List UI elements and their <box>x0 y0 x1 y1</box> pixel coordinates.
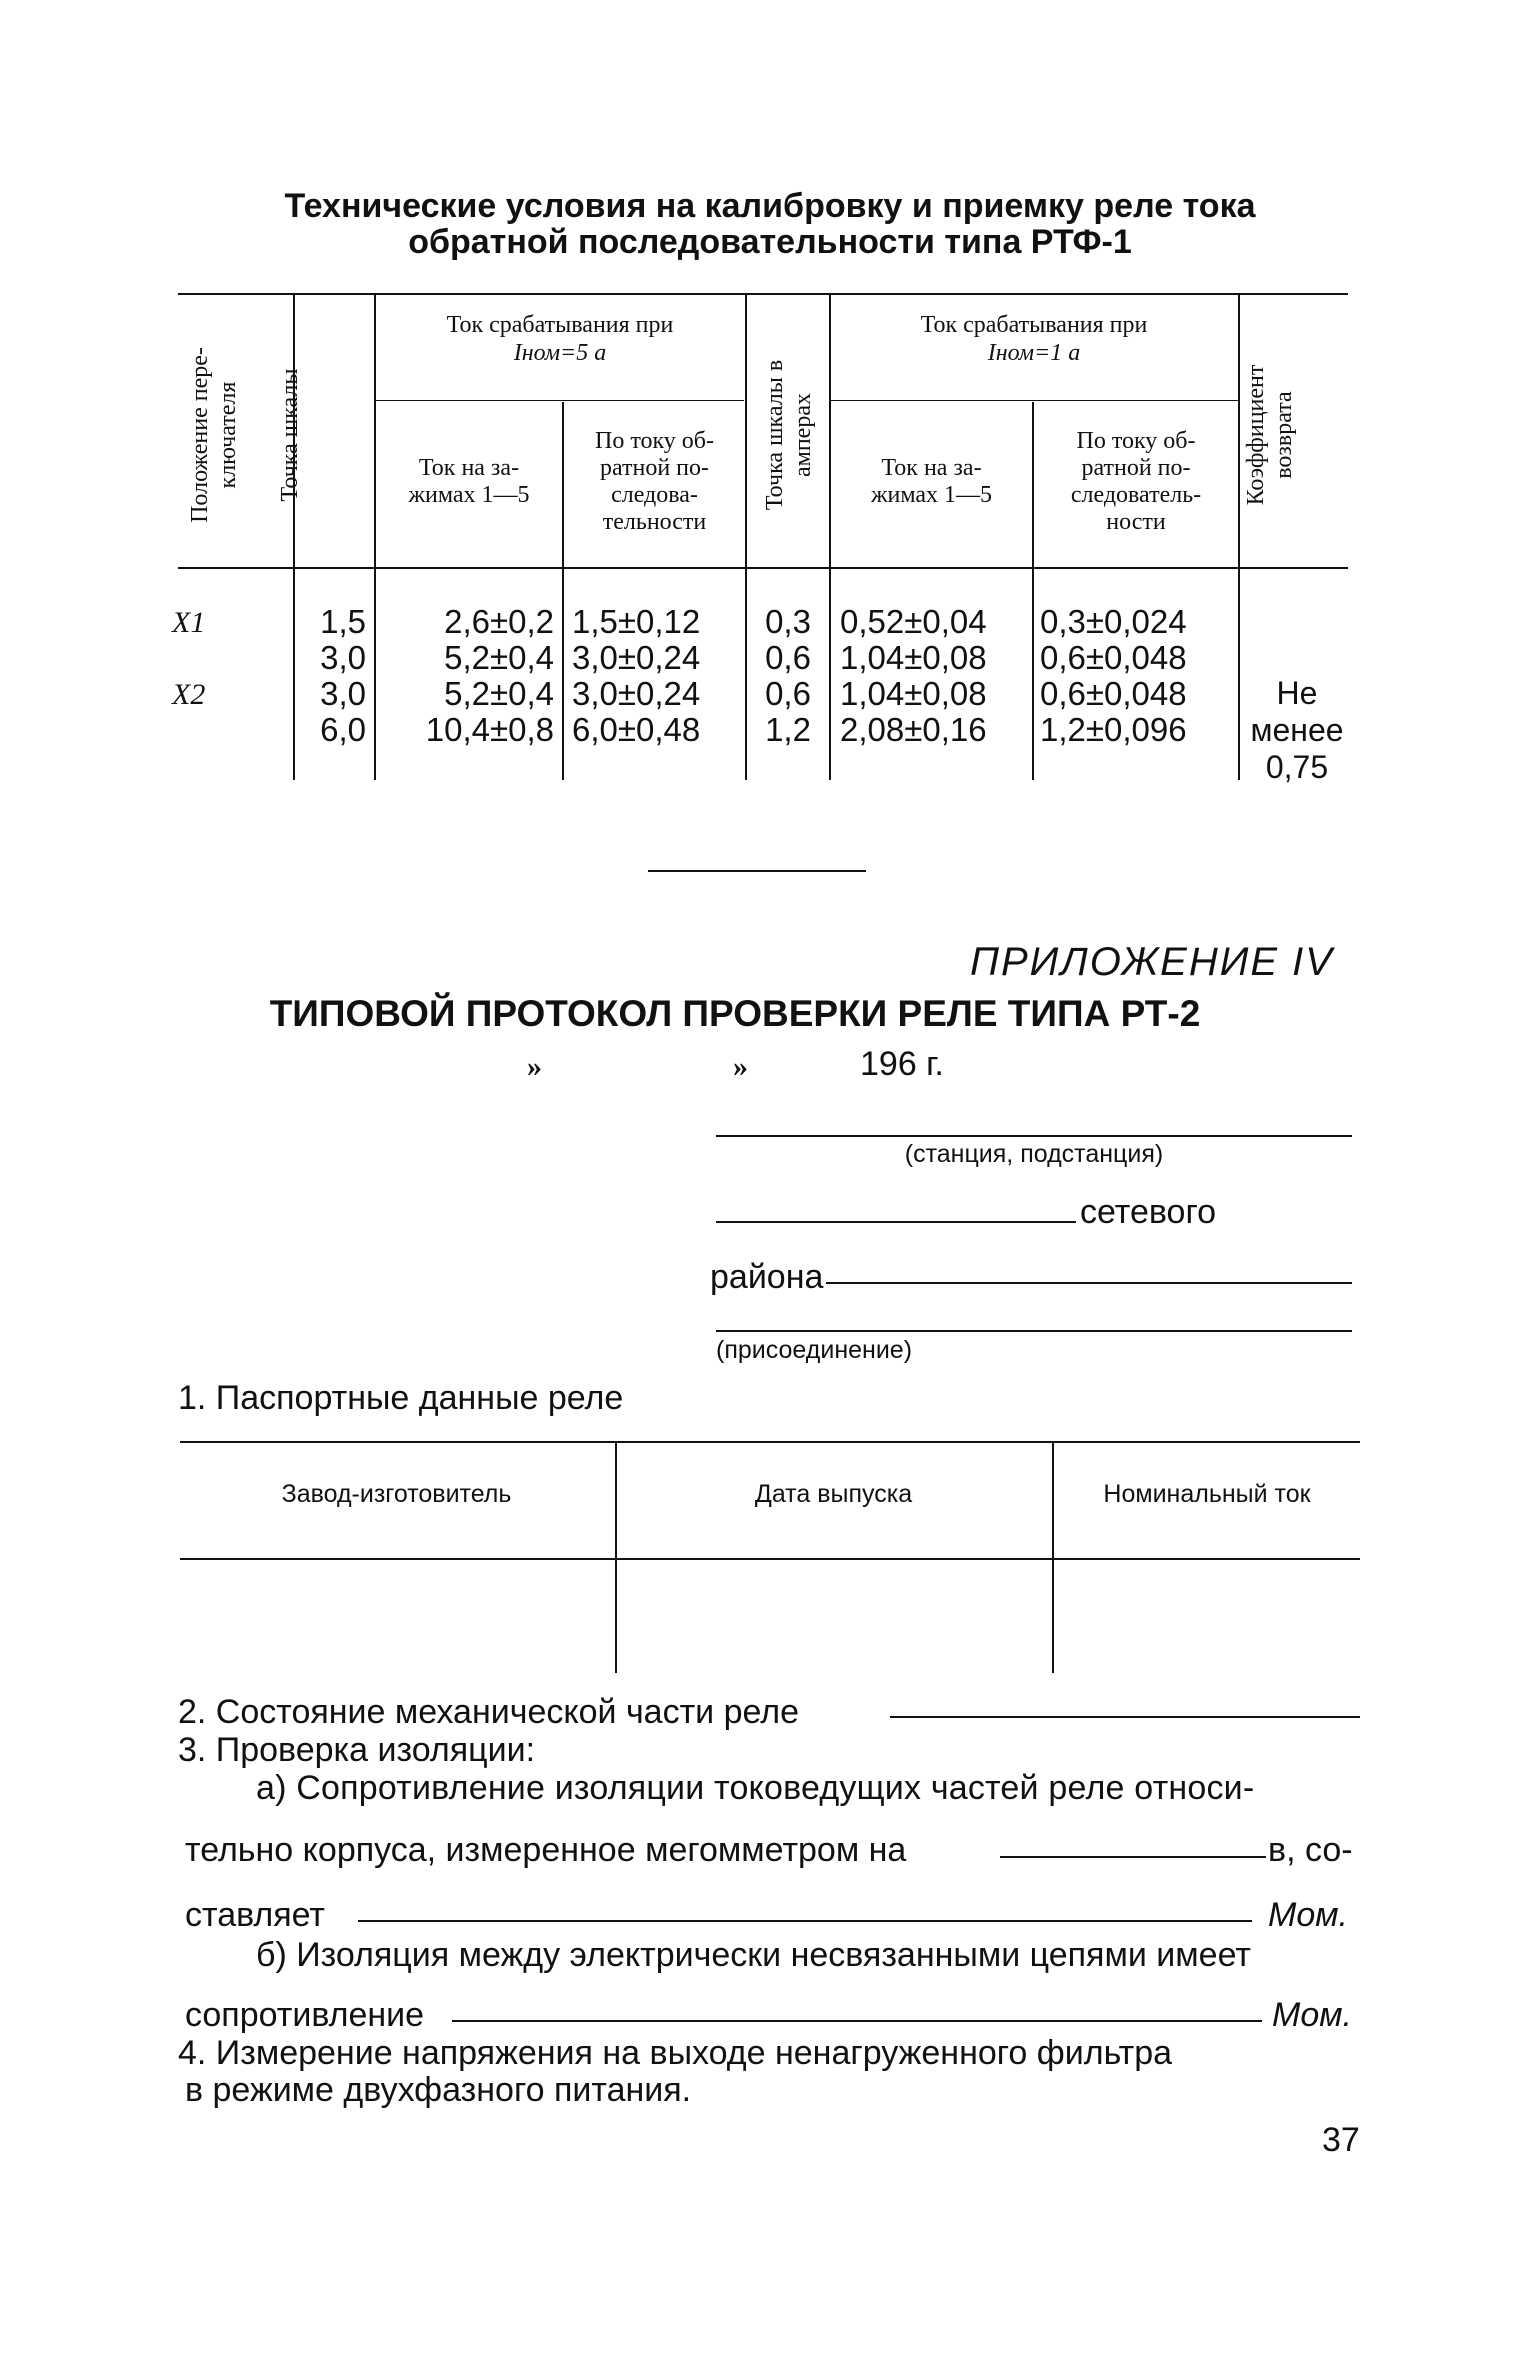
table-cell: 3,0±0,24 <box>572 675 701 712</box>
item-a-line2-suffix: в, со- <box>1268 1831 1353 1869</box>
col-divider-5 <box>829 295 831 780</box>
station-caption: (станция, подстанция) <box>904 1140 1164 1168</box>
section2-text: 2. Состояние механической части реле <box>178 1693 800 1731</box>
date-quote-close: » <box>733 1050 748 1083</box>
appendix-title: ТИПОВОЙ ПРОТОКОЛ ПРОВЕРКИ РЕЛЕ ТИПА РТ-2 <box>269 993 1201 1034</box>
passport-header-current: Номинальный ток <box>1103 1480 1311 1508</box>
item-b-unit: Мом. <box>1272 1996 1352 2034</box>
network-line <box>716 1221 1076 1223</box>
table-cell: 0,6 <box>765 639 811 676</box>
connection-line <box>716 1330 1352 1332</box>
item-a-voltage-line <box>1000 1856 1266 1858</box>
table-cell: 1,04±0,08 <box>840 639 987 676</box>
passport-header-manufacturer: Завод-изготовитель <box>281 1480 512 1508</box>
table-title-line1: Технические условия на калибровку и приемку реле тока <box>284 187 1256 225</box>
header-group-1a: Ток срабатывания при <box>920 312 1148 338</box>
header-group-1a-cond: Iном=1 а <box>987 340 1081 366</box>
table-cell: 1,2±0,096 <box>1040 711 1187 748</box>
passport-top-rule <box>180 1441 1360 1443</box>
table-cell: 2,6±0,2 <box>444 603 554 640</box>
section-separator <box>648 870 866 872</box>
table-cell: 6,0±0,48 <box>572 711 701 748</box>
header-return-coef: Коэффициент возврата <box>1243 364 1297 506</box>
table-cell: 5,2±0,4 <box>444 639 554 676</box>
section4-line2: в режиме двухфазного питания. <box>185 2071 692 2109</box>
switch-label-x1: X1 <box>172 606 206 639</box>
header-group-5a: Ток срабатывания при <box>446 312 674 338</box>
header-1a-terminals: Ток на за- жимах 1—5 <box>870 455 993 508</box>
network-suffix: сетевого <box>1080 1193 1217 1231</box>
table-cell: 1,04±0,08 <box>840 675 987 712</box>
item-a-unit: Мом. <box>1268 1896 1348 1934</box>
table-title-line2: обратной последовательности типа РТФ-1 <box>408 223 1132 261</box>
header-1a-reverse: По току об- ратной по- следователь- ности <box>1070 428 1202 535</box>
item-b-line1: б) Изоляция между электрически несвязанными цепями имеет <box>256 1936 1251 1974</box>
passport-divider-1 <box>615 1443 617 1673</box>
table-cell: 6,0 <box>320 711 366 748</box>
item-a-value-line <box>358 1920 1252 1922</box>
item-a-line1: а) Сопротивление изоляции токоведущих частей реле относи- <box>256 1769 1255 1807</box>
section1-heading: 1. Паспортные данные реле <box>178 1379 624 1417</box>
table-cell: 1,5±0,12 <box>572 603 701 640</box>
table-cell: 3,0 <box>320 639 366 676</box>
section2-line <box>890 1716 1360 1718</box>
station-line <box>716 1135 1352 1137</box>
passport-header-date: Дата выпуска <box>754 1480 913 1508</box>
appendix-label: ПРИЛОЖЕНИЕ IV <box>970 940 1334 984</box>
item-a-line2: тельно корпуса, измеренное мегомметром на <box>185 1831 907 1869</box>
header-switch-position: Положение пере- ключателя <box>187 347 241 523</box>
col-divider-7 <box>1238 295 1240 780</box>
district-label: района <box>710 1258 824 1296</box>
connection-caption: (присоединение) <box>716 1336 913 1364</box>
return-coef-value: Не менее 0,75 <box>1250 675 1344 785</box>
header-group-5a-cond: Iном=5 а <box>513 340 607 366</box>
table-cell: 0,6±0,048 <box>1040 675 1187 712</box>
switch-label-x2: X2 <box>172 678 206 711</box>
table-cell: 0,52±0,04 <box>840 603 987 640</box>
table-cell: 2,08±0,16 <box>840 711 987 748</box>
table-cell: 0,3 <box>765 603 811 640</box>
table-top-rule <box>178 293 1348 295</box>
section3-heading: 3. Проверка изоляции: <box>178 1731 536 1769</box>
header-scale-amperes: Точка шкалы в амперах <box>762 359 816 511</box>
item-b-line2: сопротивление <box>185 1996 425 2034</box>
section4-line1: 4. Измерение напряжения на выходе ненагруженного фильтра <box>178 2034 1173 2072</box>
table-cell: 5,2±0,4 <box>444 675 554 712</box>
table-cell: 0,6±0,048 <box>1040 639 1187 676</box>
page-number: 37 <box>1322 2121 1360 2159</box>
table-cell: 0,6 <box>765 675 811 712</box>
date-year: 196 г. <box>860 1045 944 1083</box>
item-b-value-line <box>452 2020 1262 2022</box>
table-cell: 1,5 <box>320 603 366 640</box>
passport-divider-2 <box>1052 1443 1054 1673</box>
header-5a-terminals: Ток на за- жимах 1—5 <box>408 455 530 508</box>
col-divider-4 <box>745 295 747 780</box>
group5-rule <box>374 400 744 401</box>
date-quote-open: » <box>527 1050 542 1083</box>
table-cell: 1,2 <box>765 711 811 748</box>
passport-header-rule <box>180 1558 1360 1560</box>
table-cell: 3,0±0,24 <box>572 639 701 676</box>
table-cell: 0,3±0,024 <box>1040 603 1187 640</box>
district-line <box>826 1282 1352 1284</box>
col-divider-2 <box>374 295 376 780</box>
table-cell: 10,4±0,8 <box>425 711 554 748</box>
group1-rule <box>830 400 1238 401</box>
header-scale-point: Точка шкалы <box>277 368 303 502</box>
table-cell: 3,0 <box>320 675 366 712</box>
item-a-line3: ставляет <box>185 1896 325 1934</box>
header-5a-reverse: По току об- ратной по- следова- тельности <box>594 428 715 535</box>
